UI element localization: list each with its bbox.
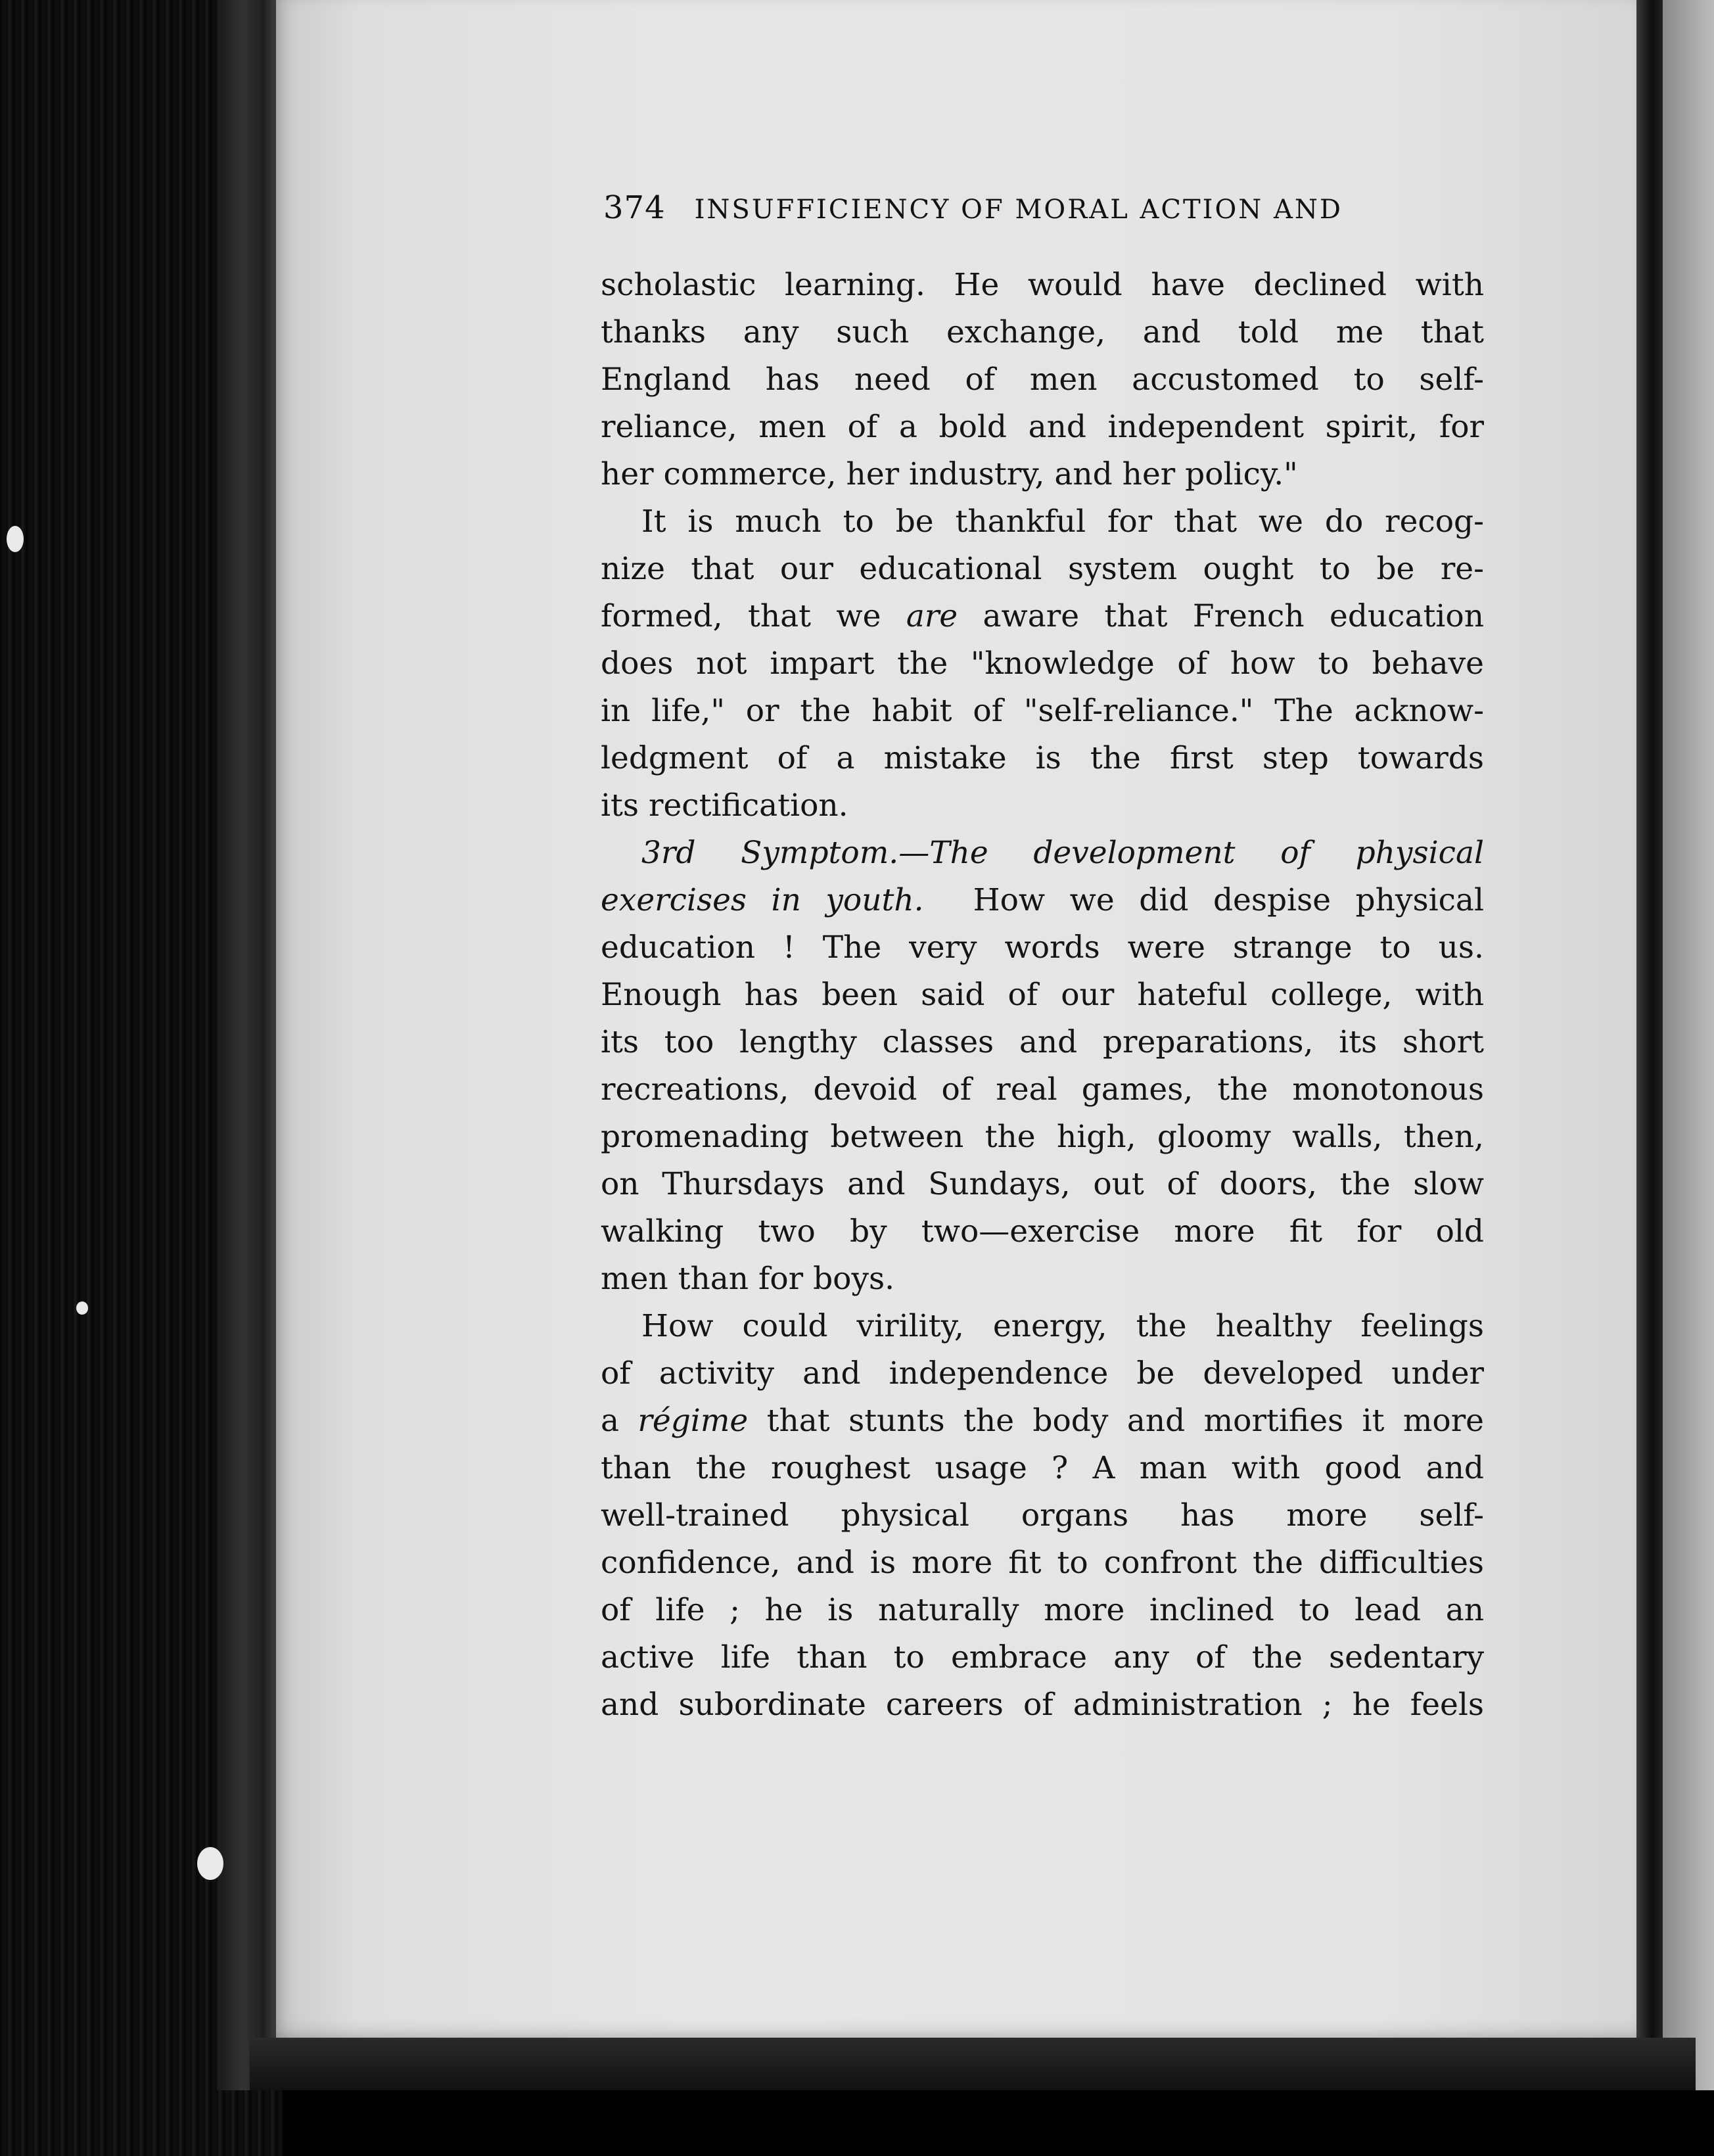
paragraph [601, 262, 1484, 498]
text-line: It is much to be thankful for that we do recog- [641, 504, 1484, 540]
italic-word: are [906, 598, 958, 634]
page-bottom-edge [250, 2038, 1696, 2090]
body-text [601, 262, 1484, 1729]
text-line: thanks any such exchange, and told me that [601, 314, 1484, 350]
section-heading-cont: exercises in youth. [601, 882, 924, 918]
text-line: reliance, men of a bold and independent spirit, for [601, 409, 1484, 445]
text-line: nize that our educational system ought to be re- [601, 551, 1484, 587]
page-right-edge [1636, 0, 1663, 2090]
text-line [601, 877, 1484, 924]
text-line: than the roughest usage ? A man with good and [601, 1450, 1484, 1486]
text-line: her commerce, her industry, and her policy." [601, 456, 1298, 492]
running-title: INSUFFICIENCY OF MORAL ACTION AND [694, 195, 1343, 225]
paragraph [601, 498, 1484, 830]
text-line: and subordinate careers of administration ; he feels [601, 1687, 1484, 1723]
text-line: its too lengthy classes and preparations, its short [601, 1024, 1484, 1060]
text-line: a régime that stunts the body and mortifies it more [601, 1403, 1484, 1439]
text-line: does not impart the "knowledge of how to behave [601, 645, 1484, 682]
text-line: its rectification. [601, 787, 848, 824]
text-line: How could virility, energy, the healthy feelings [641, 1308, 1484, 1344]
running-header [603, 189, 1426, 235]
page-number: 374 [603, 189, 666, 226]
text-line: of life ; he is naturally more inclined to lead an [601, 1592, 1484, 1628]
text-line: men than for boys. [601, 1261, 895, 1297]
text-line: ledgment of a mistake is the first step towards [601, 740, 1484, 776]
text-line: of activity and independence be developed under [601, 1355, 1484, 1392]
next-page-sliver [1663, 0, 1714, 2090]
text-line: well-trained physical organs has more self- [601, 1497, 1484, 1534]
text-line: Enough has been said of our hateful college, with [601, 977, 1484, 1013]
text-line: on Thursdays and Sundays, out of doors, the slow [601, 1166, 1484, 1202]
text-run: How we did despise physical [973, 882, 1484, 918]
dust-speck [197, 1847, 223, 1880]
text-line: scholastic learning. He would have declined with [601, 267, 1484, 303]
text-line: confidence, and is more fit to confront the difficulties [601, 1545, 1484, 1581]
binding-edge [217, 0, 283, 2090]
dust-speck [76, 1301, 88, 1315]
text-line: in life," or the habit of "self-reliance." The acknow- [601, 693, 1484, 729]
text-line: formed, that we are aware that French education [601, 598, 1485, 634]
paragraph [601, 830, 1484, 1303]
text-line: promenading between the high, gloomy walls, then, [601, 1119, 1484, 1155]
section-heading: 3rd Symptom.—The development of physical [641, 835, 1484, 871]
text-line: recreations, devoid of real games, the monotonous [601, 1071, 1484, 1108]
italic-word: régime [637, 1403, 749, 1439]
text-line: England has need of men accustomed to self- [601, 362, 1484, 398]
text-line: education ! The very words were strange to us. [601, 929, 1484, 966]
text-line: active life than to embrace any of the sedentary [601, 1639, 1484, 1676]
dust-speck [7, 526, 24, 552]
paragraph [601, 1303, 1484, 1729]
text-line: walking two by two—exercise more fit for old [601, 1213, 1484, 1250]
